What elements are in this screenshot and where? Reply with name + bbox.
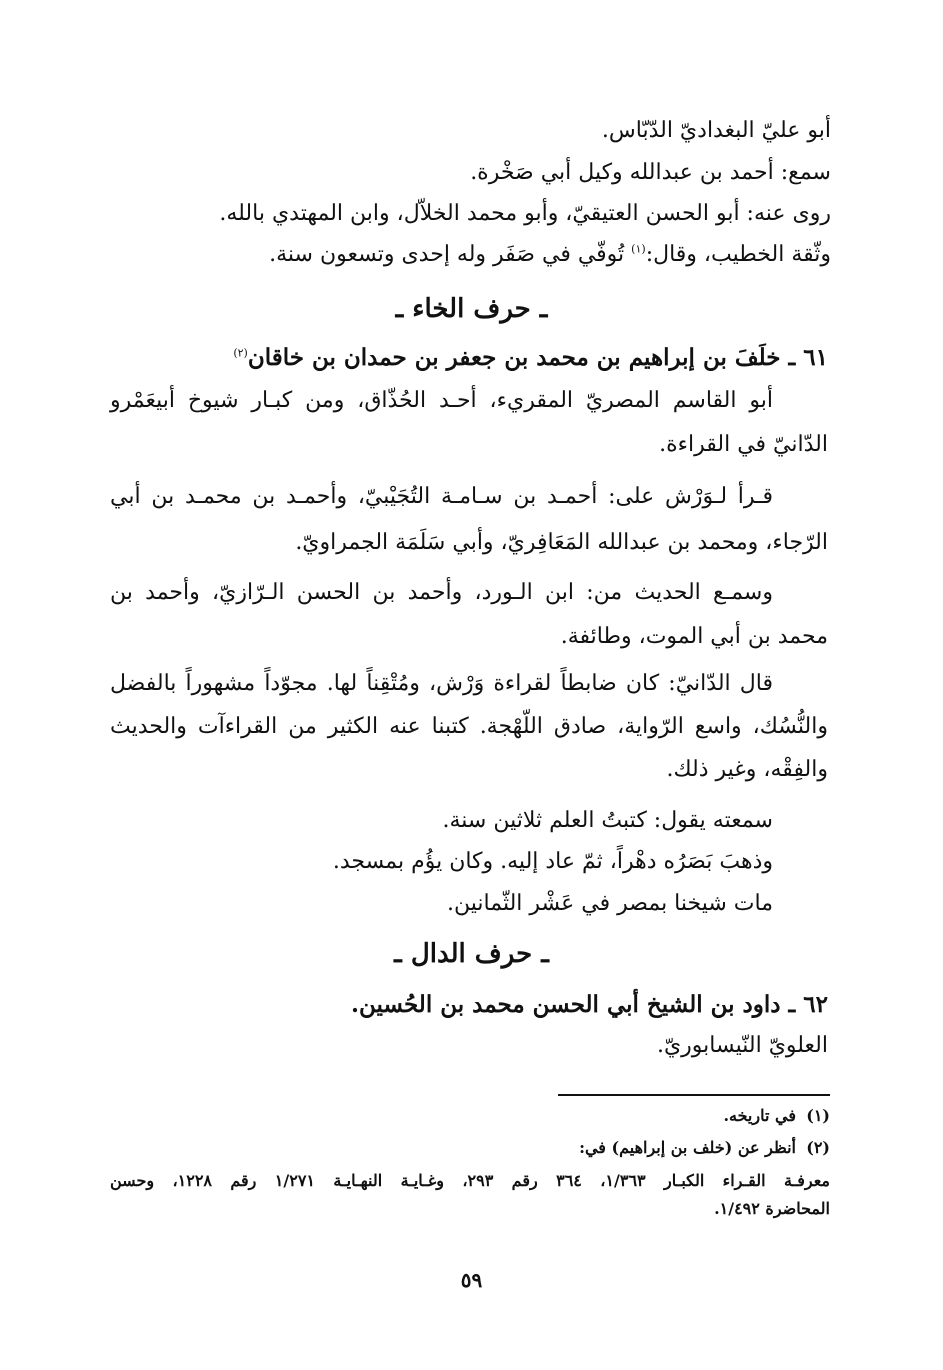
footnote-divider [558,1094,830,1096]
text-fragment: وثّقة الخطيب، وقال: [645,242,831,267]
footnote-line: المحاضرة ١/٤٩٢. [714,1199,830,1218]
footnote-number: (٢) [806,1138,830,1157]
footnote-line: معرفـة القـراء الكبـار ١/٣٦٣، ٣٦٤ رقم ٢٩٣، وغـايـة النهـايـة ١/٢٧١ رقم ١٢٢٨، وحسن [110,1171,830,1190]
text-line: الرّجاء، ومحمد بن عبدالله المَعَافِريّ، وأبي سَلَمَة الجمراويّ. [295,530,828,555]
text-line: وسمـع الحديث من: ابن الـورد، وأحمد بن الحسن الـرّازيّ، وأحمد بن [110,580,773,605]
footnote-text: في تاريخه. [723,1106,796,1125]
quote-line: سمعته يقول: كتبتُ العلم ثلاثين سنة. [442,808,773,833]
entry-heading [110,343,828,373]
section-heading: ـ حرف الخاء ـ [395,294,548,324]
quote-line: مات شيخنا بمصر في عَشْر الثّمانين. [447,891,773,916]
text-line: والفِقْه، وغير ذلك. [666,757,828,782]
text-line: والنُّسُك، واسع الرّواية، صادق اللّهْجة. كتبنا عنه الكثير من القراءآت والحديث [110,714,828,739]
footnote-text: أنظر عن (خلف بن إبراهيم) في: [579,1138,796,1157]
text-line: قال الدّانيّ: كان ضابطاً لقراءة وَرْش، ومُتْقِناً لها. مجوّداً مشهوراً بالفضل [110,671,773,696]
quote-line: وذهبَ بَصَرُه دهْراً، ثمّ عاد إليه. وكان يؤُم بمسجد. [332,849,773,874]
text-line: أبو القاسم المصريّ المقريء، أحـد الحُذّاق، ومن كبـار شيوخ أبيعَمْرو [110,388,773,413]
footnote [110,1137,830,1159]
entry-heading: ٦٢ ـ داود بن الشيخ أبي الحسن محمد بن الحُسين. [350,991,828,1018]
section-heading: ـ حرف الدال ـ [394,939,549,969]
footnote-ref: (١) [631,242,646,256]
text-line: روى عنه: أبو الحسن العتيقيّ، وأبو محمد الخلاّل، وابن المهتدي بالله. [219,201,831,226]
page-number: ٥٩ [460,1268,483,1292]
text-line: أبو عليّ البغداديّ الدّبّاس. [601,118,831,143]
text-fragment: تُوفّي في صَفَر وله إحدى وتسعون سنة. [269,242,632,267]
entry-title: ٦١ ـ خلَفَ بن إبراهيم بن محمد بن جعفر بن حمدان بن خاقان [247,344,828,371]
footnote-ref: (٢) [233,346,248,360]
text-line: محمد بن أبي الموت، وطائفة. [560,624,828,649]
text-line: الدّانيّ في القراءة. [659,432,828,457]
footnote-number: (١) [806,1106,830,1125]
text-line: سمع: أحمد بن عبدالله وكيل أبي صَخْرة. [470,160,831,185]
text-line [0,240,831,270]
text-line: قـرأ لـوَرْش على: أحمـد بن سـامـة التُجَيْبيّ، وأحمـد بن محمـد بن أبي [110,484,773,509]
footnote [110,1105,830,1127]
text-line: العلويّ النّيسابوريّ. [656,1033,828,1058]
